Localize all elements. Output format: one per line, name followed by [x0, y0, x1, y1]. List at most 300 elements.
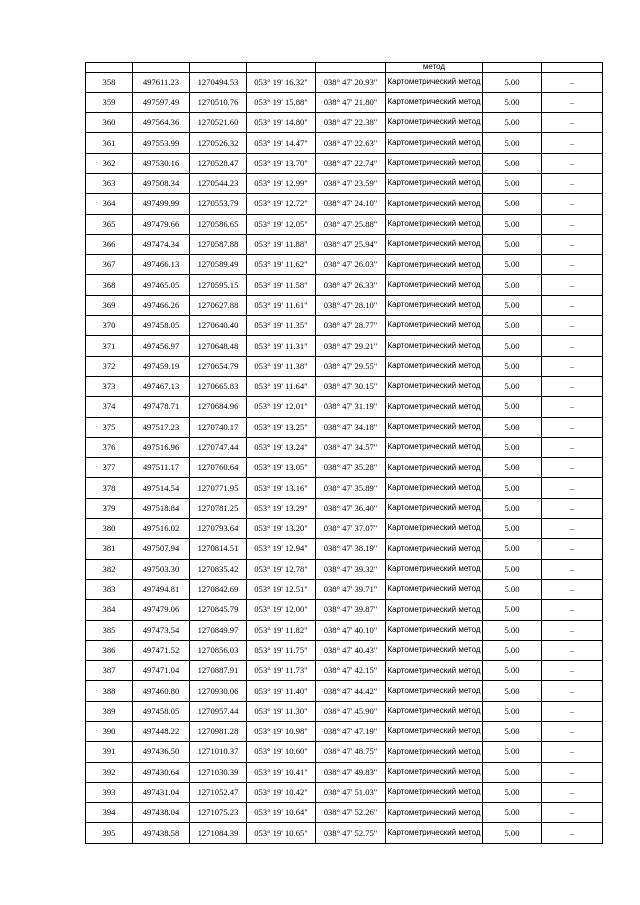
cell-y-coordinate: 1270654.79	[190, 356, 247, 376]
cell-accuracy: 5.00	[483, 113, 542, 133]
table-row	[86, 640, 603, 660]
cell-accuracy: 5.00	[483, 519, 542, 539]
cell-latitude: 053° 19' 11.35"	[247, 316, 316, 336]
cell-note: –	[542, 661, 603, 681]
cell-longitude: 038° 47' 24.10"	[316, 194, 386, 214]
cell-x-coordinate: 497465.05	[133, 275, 190, 295]
table-row	[86, 417, 603, 437]
cell-x-coordinate: 497518.84	[133, 498, 190, 518]
cell-method: Картометрический метод	[386, 255, 483, 275]
table-row	[86, 336, 603, 356]
cell-y-coordinate: 1270981.28	[190, 722, 247, 742]
cell-accuracy: 5.00	[483, 194, 542, 214]
cell-accuracy: 5.00	[483, 316, 542, 336]
cell-note: –	[542, 113, 603, 133]
cell-longitude: 038° 47' 22.63"	[316, 133, 386, 153]
cell-note: –	[542, 579, 603, 599]
cell-point-number: 381	[86, 539, 133, 559]
cell-method: Картометрический метод	[386, 498, 483, 518]
cell-accuracy: 5.00	[483, 214, 542, 234]
cell-y-coordinate: 1270528.47	[190, 153, 247, 173]
coordinates-table	[85, 62, 603, 844]
cell-point-number: 375	[86, 417, 133, 437]
cell-note: –	[542, 173, 603, 193]
cell-longitude: 038° 47' 28.10"	[316, 295, 386, 315]
cell-x-coordinate: 497467.13	[133, 376, 190, 396]
cell-note: –	[542, 722, 603, 742]
table-row	[86, 92, 603, 112]
table-row	[86, 376, 603, 396]
cell-note: –	[542, 640, 603, 660]
cell-note: –	[542, 498, 603, 518]
cell-point-number: 374	[86, 397, 133, 417]
cell-latitude: 053° 19' 13.70"	[247, 153, 316, 173]
table-row	[86, 194, 603, 214]
cell-accuracy: 5.00	[483, 579, 542, 599]
cell-y-coordinate: 1271030.39	[190, 762, 247, 782]
cell-note: –	[542, 376, 603, 396]
cell-longitude: 038° 47' 26.03"	[316, 255, 386, 275]
cell-note: –	[542, 92, 603, 112]
cell-longitude: 038° 47' 35.89"	[316, 478, 386, 498]
cell-point-number: 363	[86, 173, 133, 193]
cell-note: –	[542, 72, 603, 92]
cell-method: Картометрический метод	[386, 559, 483, 579]
cell-y-coordinate: 1270793.64	[190, 519, 247, 539]
cell-x-coordinate: 497466.13	[133, 255, 190, 275]
table-row	[86, 133, 603, 153]
cell-point-number: 364	[86, 194, 133, 214]
cell-accuracy: 5.00	[483, 234, 542, 254]
cell-empty	[190, 63, 247, 73]
table-row	[86, 173, 603, 193]
cell-empty	[86, 63, 133, 73]
cell-method: метод	[386, 63, 483, 73]
table-row	[86, 255, 603, 275]
cell-latitude: 053° 19' 12.05"	[247, 214, 316, 234]
cell-latitude: 053° 19' 11.31"	[247, 336, 316, 356]
cell-longitude: 038° 47' 25.88"	[316, 214, 386, 234]
cell-point-number: 373	[86, 376, 133, 396]
cell-accuracy: 5.00	[483, 620, 542, 640]
cell-note: –	[542, 275, 603, 295]
cell-x-coordinate: 497494.81	[133, 579, 190, 599]
table-row	[86, 782, 603, 802]
cell-y-coordinate: 1270849.97	[190, 620, 247, 640]
cell-empty	[542, 63, 603, 73]
cell-note: –	[542, 336, 603, 356]
cell-method: Картометрический метод	[386, 173, 483, 193]
cell-x-coordinate: 497438.04	[133, 803, 190, 823]
cell-y-coordinate: 1270595.15	[190, 275, 247, 295]
cell-point-number: 383	[86, 579, 133, 599]
cell-x-coordinate: 497508.34	[133, 173, 190, 193]
cell-x-coordinate: 497597.49	[133, 92, 190, 112]
cell-accuracy: 5.00	[483, 173, 542, 193]
cell-method: Картометрический метод	[386, 701, 483, 721]
cell-y-coordinate: 1270586.65	[190, 214, 247, 234]
cell-latitude: 053° 19' 11.64"	[247, 376, 316, 396]
table-row	[86, 234, 603, 254]
table-row	[86, 620, 603, 640]
cell-point-number: 394	[86, 803, 133, 823]
cell-method: Картометрический метод	[386, 194, 483, 214]
cell-latitude: 053° 19' 13.25"	[247, 417, 316, 437]
cell-point-number: 369	[86, 295, 133, 315]
cell-latitude: 053° 19' 14.80"	[247, 113, 316, 133]
cell-x-coordinate: 497479.06	[133, 600, 190, 620]
cell-y-coordinate: 1270845.79	[190, 600, 247, 620]
cell-point-number: 368	[86, 275, 133, 295]
cell-method: Картометрический метод	[386, 600, 483, 620]
cell-y-coordinate: 1271010.37	[190, 742, 247, 762]
table-row	[86, 559, 603, 579]
table-row	[86, 762, 603, 782]
cell-note: –	[542, 234, 603, 254]
cell-point-number: 362	[86, 153, 133, 173]
cell-note: –	[542, 742, 603, 762]
cell-latitude: 053° 19' 10.98"	[247, 722, 316, 742]
cell-latitude: 053° 19' 11.75"	[247, 640, 316, 660]
cell-latitude: 053° 19' 12.78"	[247, 559, 316, 579]
cell-longitude: 038° 47' 20.93"	[316, 72, 386, 92]
cell-longitude: 038° 47' 52.26"	[316, 803, 386, 823]
cell-y-coordinate: 1270627.88	[190, 295, 247, 315]
table-row	[86, 803, 603, 823]
cell-note: –	[542, 620, 603, 640]
cell-point-number: 380	[86, 519, 133, 539]
cell-method: Картометрический метод	[386, 579, 483, 599]
table-row	[86, 458, 603, 478]
table-row	[86, 478, 603, 498]
cell-note: –	[542, 214, 603, 234]
cell-latitude: 053° 19' 12.01"	[247, 397, 316, 417]
cell-point-number: 395	[86, 823, 133, 843]
cell-note: –	[542, 681, 603, 701]
cell-y-coordinate: 1270887.91	[190, 661, 247, 681]
cell-method: Картометрический метод	[386, 295, 483, 315]
cell-note: –	[542, 356, 603, 376]
cell-latitude: 053° 19' 12.00"	[247, 600, 316, 620]
cell-accuracy: 5.00	[483, 782, 542, 802]
cell-method: Картометрический метод	[386, 356, 483, 376]
cell-latitude: 053° 19' 11.30"	[247, 701, 316, 721]
cell-note: –	[542, 417, 603, 437]
cell-accuracy: 5.00	[483, 701, 542, 721]
cell-longitude: 038° 47' 42.15"	[316, 661, 386, 681]
cell-x-coordinate: 497458.05	[133, 701, 190, 721]
cell-y-coordinate: 1270494.53	[190, 72, 247, 92]
cell-point-number: 387	[86, 661, 133, 681]
cell-longitude: 038° 47' 36.40"	[316, 498, 386, 518]
cell-accuracy: 5.00	[483, 498, 542, 518]
cell-latitude: 053° 19' 13.05"	[247, 458, 316, 478]
cell-method: Картометрический метод	[386, 782, 483, 802]
cell-method: Картометрический метод	[386, 762, 483, 782]
cell-note: –	[542, 782, 603, 802]
cell-note: –	[542, 397, 603, 417]
cell-x-coordinate: 497516.02	[133, 519, 190, 539]
cell-note: –	[542, 133, 603, 153]
cell-method: Картометрический метод	[386, 72, 483, 92]
table-row	[86, 153, 603, 173]
cell-method: Картометрический метод	[386, 113, 483, 133]
cell-latitude: 053° 19' 13.24"	[247, 437, 316, 457]
cell-latitude: 053° 19' 14.47"	[247, 133, 316, 153]
cell-accuracy: 5.00	[483, 640, 542, 660]
cell-longitude: 038° 47' 51.03"	[316, 782, 386, 802]
cell-x-coordinate: 497459.19	[133, 356, 190, 376]
cell-x-coordinate: 497456.97	[133, 336, 190, 356]
cell-latitude: 053° 19' 12.72"	[247, 194, 316, 214]
cell-point-number: 384	[86, 600, 133, 620]
cell-latitude: 053° 19' 11.61"	[247, 295, 316, 315]
cell-x-coordinate: 497436.50	[133, 742, 190, 762]
cell-y-coordinate: 1270526.32	[190, 133, 247, 153]
cell-accuracy: 5.00	[483, 153, 542, 173]
cell-point-number: 359	[86, 92, 133, 112]
cell-x-coordinate: 497553.99	[133, 133, 190, 153]
cell-method: Картометрический метод	[386, 458, 483, 478]
cell-x-coordinate: 497564.36	[133, 113, 190, 133]
table-row	[86, 275, 603, 295]
cell-longitude: 038° 47' 39.71"	[316, 579, 386, 599]
cell-method: Картометрический метод	[386, 722, 483, 742]
cell-y-coordinate: 1270856.03	[190, 640, 247, 660]
cell-longitude: 038° 47' 23.59"	[316, 173, 386, 193]
cell-longitude: 038° 47' 47.19"	[316, 722, 386, 742]
cell-y-coordinate: 1270740.17	[190, 417, 247, 437]
table-row	[86, 316, 603, 336]
cell-point-number: 385	[86, 620, 133, 640]
cell-x-coordinate: 497471.52	[133, 640, 190, 660]
table-row	[86, 539, 603, 559]
cell-accuracy: 5.00	[483, 255, 542, 275]
cell-longitude: 038° 47' 39.87"	[316, 600, 386, 620]
cell-y-coordinate: 1270842.69	[190, 579, 247, 599]
cell-accuracy: 5.00	[483, 275, 542, 295]
table-row	[86, 72, 603, 92]
cell-method: Картометрический метод	[386, 437, 483, 457]
table-row	[86, 519, 603, 539]
cell-latitude: 053° 19' 11.73"	[247, 661, 316, 681]
cell-accuracy: 5.00	[483, 722, 542, 742]
cell-latitude: 053° 19' 10.64"	[247, 803, 316, 823]
cell-method: Картометрический метод	[386, 742, 483, 762]
cell-point-number: 365	[86, 214, 133, 234]
cell-longitude: 038° 47' 40.10"	[316, 620, 386, 640]
cell-method: Картометрический метод	[386, 92, 483, 112]
cell-y-coordinate: 1270814.51	[190, 539, 247, 559]
cell-point-number: 372	[86, 356, 133, 376]
cell-latitude: 053° 19' 10.60"	[247, 742, 316, 762]
cell-x-coordinate: 497458.05	[133, 316, 190, 336]
cell-method: Картометрический метод	[386, 316, 483, 336]
cell-empty	[316, 63, 386, 73]
cell-x-coordinate: 497438.58	[133, 823, 190, 843]
cell-latitude: 053° 19' 11.58"	[247, 275, 316, 295]
cell-note: –	[542, 803, 603, 823]
cell-longitude: 038° 47' 22.74"	[316, 153, 386, 173]
table-row	[86, 722, 603, 742]
cell-latitude: 053° 19' 12.99"	[247, 173, 316, 193]
cell-x-coordinate: 497448.22	[133, 722, 190, 742]
table-row	[86, 701, 603, 721]
cell-note: –	[542, 194, 603, 214]
cell-x-coordinate: 497611.23	[133, 72, 190, 92]
cell-point-number: 393	[86, 782, 133, 802]
cell-latitude: 053° 19' 11.62"	[247, 255, 316, 275]
cell-note: –	[542, 437, 603, 457]
cell-longitude: 038° 47' 39.32"	[316, 559, 386, 579]
cell-note: –	[542, 701, 603, 721]
cell-point-number: 366	[86, 234, 133, 254]
cell-y-coordinate: 1270771.95	[190, 478, 247, 498]
cell-longitude: 038° 47' 21.80"	[316, 92, 386, 112]
cell-longitude: 038° 47' 30.15"	[316, 376, 386, 396]
cell-longitude: 038° 47' 49.83"	[316, 762, 386, 782]
cell-latitude: 053° 19' 11.38"	[247, 356, 316, 376]
cell-accuracy: 5.00	[483, 681, 542, 701]
cell-longitude: 038° 47' 34.18"	[316, 417, 386, 437]
cell-latitude: 053° 19' 10.65"	[247, 823, 316, 843]
cell-longitude: 038° 47' 29.55"	[316, 356, 386, 376]
cell-y-coordinate: 1270665.83	[190, 376, 247, 396]
table-row	[86, 437, 603, 457]
cell-method: Картометрический метод	[386, 133, 483, 153]
cell-x-coordinate: 497479.66	[133, 214, 190, 234]
cell-longitude: 038° 47' 38.19"	[316, 539, 386, 559]
cell-note: –	[542, 600, 603, 620]
cell-note: –	[542, 153, 603, 173]
table-row	[86, 823, 603, 843]
cell-point-number: 379	[86, 498, 133, 518]
cell-y-coordinate: 1270510.76	[190, 92, 247, 112]
cell-accuracy: 5.00	[483, 803, 542, 823]
cell-method: Картометрический метод	[386, 214, 483, 234]
table-row	[86, 579, 603, 599]
cell-point-number: 376	[86, 437, 133, 457]
cell-latitude: 053° 19' 12.51"	[247, 579, 316, 599]
cell-y-coordinate: 1270957.44	[190, 701, 247, 721]
cell-note: –	[542, 295, 603, 315]
cell-x-coordinate: 497516.96	[133, 437, 190, 457]
cell-method: Картометрический метод	[386, 681, 483, 701]
cell-y-coordinate: 1270544.23	[190, 173, 247, 193]
cell-method: Картометрический метод	[386, 376, 483, 396]
cell-empty	[247, 63, 316, 73]
cell-x-coordinate: 497503.30	[133, 559, 190, 579]
cell-accuracy: 5.00	[483, 762, 542, 782]
cell-x-coordinate: 497466.26	[133, 295, 190, 315]
cell-x-coordinate: 497473.54	[133, 620, 190, 640]
cell-latitude: 053° 19' 16.32"	[247, 72, 316, 92]
cell-x-coordinate: 497471.04	[133, 661, 190, 681]
cell-longitude: 038° 47' 35.28"	[316, 458, 386, 478]
cell-point-number: 361	[86, 133, 133, 153]
cell-y-coordinate: 1270648.48	[190, 336, 247, 356]
cell-note: –	[542, 519, 603, 539]
cell-latitude: 053° 19' 10.41"	[247, 762, 316, 782]
cell-y-coordinate: 1271084.39	[190, 823, 247, 843]
table-row	[86, 600, 603, 620]
cell-accuracy: 5.00	[483, 742, 542, 762]
cell-method: Картометрический метод	[386, 661, 483, 681]
cell-note: –	[542, 255, 603, 275]
cell-accuracy: 5.00	[483, 295, 542, 315]
cell-x-coordinate: 497514.54	[133, 478, 190, 498]
cell-point-number: 390	[86, 722, 133, 742]
table-row	[86, 295, 603, 315]
cell-note: –	[542, 762, 603, 782]
cell-y-coordinate: 1270930.06	[190, 681, 247, 701]
cell-method: Картометрический метод	[386, 519, 483, 539]
cell-latitude: 053° 19' 15.88"	[247, 92, 316, 112]
cell-y-coordinate: 1270760.64	[190, 458, 247, 478]
cell-note: –	[542, 478, 603, 498]
cell-accuracy: 5.00	[483, 133, 542, 153]
cell-longitude: 038° 47' 40.43"	[316, 640, 386, 660]
cell-y-coordinate: 1271052.47	[190, 782, 247, 802]
cell-y-coordinate: 1270587.88	[190, 234, 247, 254]
cell-x-coordinate: 497499.99	[133, 194, 190, 214]
cell-accuracy: 5.00	[483, 72, 542, 92]
cell-accuracy: 5.00	[483, 437, 542, 457]
cell-longitude: 038° 47' 52.75"	[316, 823, 386, 843]
cell-empty	[133, 63, 190, 73]
cell-note: –	[542, 823, 603, 843]
cell-point-number: 392	[86, 762, 133, 782]
cell-longitude: 038° 47' 37.07"	[316, 519, 386, 539]
cell-accuracy: 5.00	[483, 336, 542, 356]
cell-x-coordinate: 497530.16	[133, 153, 190, 173]
cell-method: Картометрический метод	[386, 336, 483, 356]
cell-accuracy: 5.00	[483, 478, 542, 498]
cell-x-coordinate: 497474.34	[133, 234, 190, 254]
cell-method: Картометрический метод	[386, 803, 483, 823]
cell-accuracy: 5.00	[483, 539, 542, 559]
cell-point-number: 360	[86, 113, 133, 133]
continuation-row	[86, 63, 603, 73]
cell-x-coordinate: 497511.17	[133, 458, 190, 478]
cell-method: Картометрический метод	[386, 620, 483, 640]
cell-method: Картометрический метод	[386, 478, 483, 498]
table-row	[86, 661, 603, 681]
cell-x-coordinate: 497507.94	[133, 539, 190, 559]
cell-y-coordinate: 1270589.49	[190, 255, 247, 275]
cell-method: Картометрический метод	[386, 640, 483, 660]
cell-longitude: 038° 47' 29.21"	[316, 336, 386, 356]
cell-accuracy: 5.00	[483, 823, 542, 843]
cell-accuracy: 5.00	[483, 397, 542, 417]
cell-accuracy: 5.00	[483, 92, 542, 112]
cell-empty	[483, 63, 542, 73]
cell-point-number: 388	[86, 681, 133, 701]
cell-note: –	[542, 316, 603, 336]
cell-accuracy: 5.00	[483, 661, 542, 681]
cell-point-number: 371	[86, 336, 133, 356]
cell-method: Картометрический метод	[386, 153, 483, 173]
cell-point-number: 378	[86, 478, 133, 498]
cell-point-number: 386	[86, 640, 133, 660]
cell-point-number: 370	[86, 316, 133, 336]
cell-note: –	[542, 458, 603, 478]
table-body	[86, 63, 603, 844]
cell-longitude: 038° 47' 31.19"	[316, 397, 386, 417]
cell-longitude: 038° 47' 26.33"	[316, 275, 386, 295]
cell-longitude: 038° 47' 25.94"	[316, 234, 386, 254]
table-row	[86, 214, 603, 234]
